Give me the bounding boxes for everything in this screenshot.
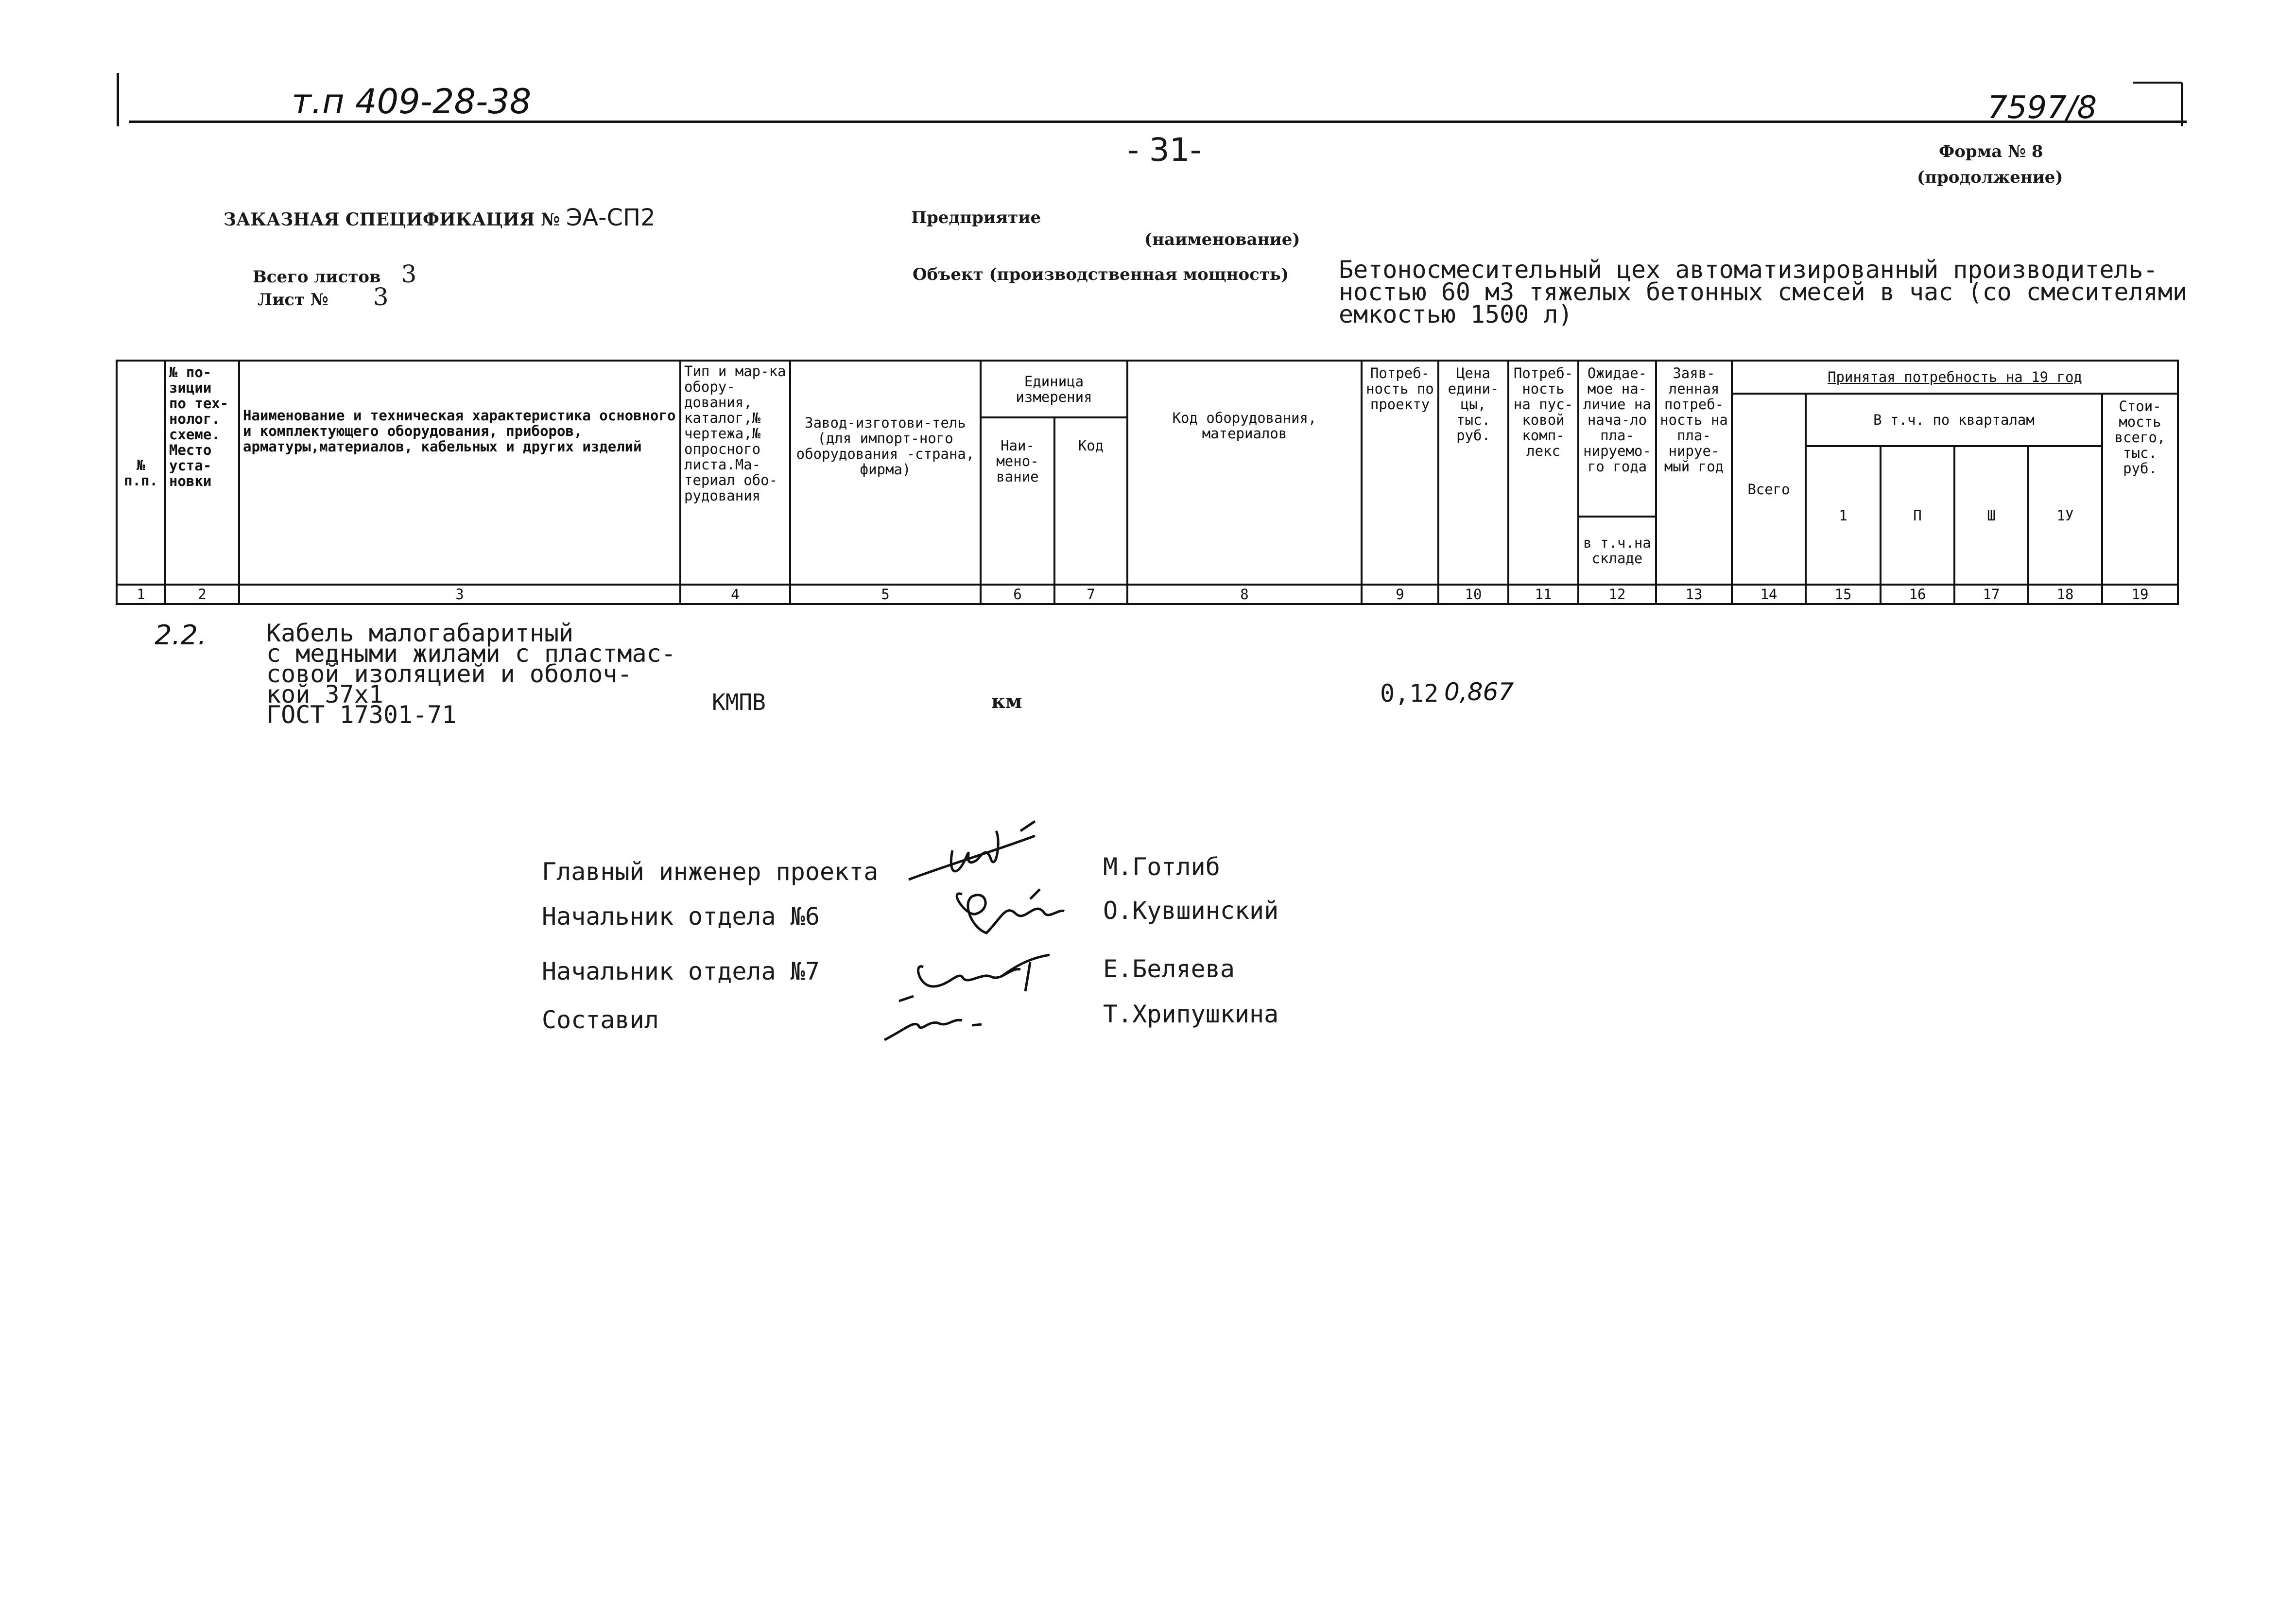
col-header-11: Потреб-ность на пус-ковой комп-лекс (1507, 360, 1579, 586)
col-header-12-sub: в т.ч.на складе (1577, 516, 1657, 586)
sheet-label: Лист № (258, 290, 328, 310)
right-corner-mark (2181, 83, 2183, 126)
unit-group-header: Единица измерения (980, 360, 1128, 418)
form-label: Форма № 8 (1939, 142, 2043, 161)
right-corner-mark-top (2133, 82, 2182, 84)
object-value-line2: ностью 60 м3 тяжелых бетонных смесей в час (со смесителями (1339, 278, 2187, 306)
row-name (266, 619, 676, 729)
col-header-8: Код оборудования, материалов (1126, 360, 1363, 586)
col-header-18: 1У (2027, 445, 2103, 586)
signature-role-2: Начальник отдела №6 (542, 902, 820, 931)
object-label: Объект (производственная мощность) (913, 265, 1289, 284)
col-header-9: Потреб-ность по проекту (1361, 360, 1439, 586)
colnum-17: 17 (1953, 584, 2029, 605)
signature-name-2: О.Кувшинский (1103, 897, 1279, 925)
row-type: КМПВ (712, 689, 766, 715)
colnum-2: 2 (164, 584, 240, 605)
colnum-16: 16 (1880, 584, 1955, 605)
col-header-19: Стои-мость всего, тыс. руб. (2101, 393, 2179, 586)
object-value-line1: Бетоносмесительный цех автоматизированный производитель- (1339, 256, 2158, 284)
row-unit: км (991, 690, 1022, 713)
signature-role-3: Начальник отдела №7 (542, 957, 820, 985)
object-value-line3: емкостью 1500 л) (1339, 300, 1573, 328)
sheet-value: 3 (373, 283, 389, 311)
page-number: - 31- (1127, 131, 1202, 169)
row-name-line1: Кабель малогабаритный (266, 619, 574, 647)
left-margin-mark (117, 73, 119, 126)
signature-scribble-3 (899, 955, 1050, 1001)
signature-scribble-2 (957, 889, 1064, 933)
sheets-total-label: Всего листов (253, 267, 381, 287)
col-header-5: Завод-изготови-тель (для импорт-ного оборудования -страна, фирма) (789, 360, 982, 586)
signature-scribble-1 (909, 821, 1035, 880)
colnum-1: 1 (116, 584, 166, 605)
col-header-4: Тип и мар-ка обору-дования, каталог,№ чертежа,№ опросного листа.Ма-териал обо-рудования (679, 360, 791, 586)
signature-name-1: М.Готлиб (1103, 853, 1220, 881)
col-header-17: Ш (1953, 445, 2029, 586)
col-header-14: Всего (1731, 393, 1807, 586)
colnum-11: 11 (1507, 584, 1579, 605)
accepted-group-header: Принятая потребность на 19 год (1731, 360, 2179, 395)
col-header-10: Цена едини-цы, тыс. руб. (1437, 360, 1509, 586)
row-demand: 0,12 (1380, 679, 1439, 708)
colnum-3: 3 (238, 584, 681, 605)
colnum-12: 12 (1577, 584, 1657, 605)
colnum-13: 13 (1655, 584, 1733, 605)
handwritten-signatures (875, 802, 1108, 1054)
spec-title-label: ЗАКАЗНАЯ СПЕЦИФИКАЦИЯ № (224, 209, 560, 230)
colnum-4: 4 (679, 584, 791, 605)
signature-name-3: Е.Беляева (1103, 955, 1235, 983)
row-name-line3: совой изоляцией и оболоч- (266, 660, 632, 688)
col-header-15: 1 (1805, 445, 1882, 586)
colnum-8: 8 (1126, 584, 1363, 605)
row-name-line2: с медными жилами с пластмас- (266, 639, 676, 668)
col-header-6: Наи-мено-вание (980, 416, 1055, 586)
col-header-3: Наименование и техническая характеристика основного и комплектующего оборудования, приборов, арматуры,материалов, кабельных и других изделий (238, 360, 681, 586)
sheet-number (258, 283, 389, 311)
colnum-19: 19 (2101, 584, 2179, 605)
quarters-header: В т.ч. по кварталам (1805, 393, 2103, 447)
signature-name-4: Т.Хрипушкина (1103, 1000, 1279, 1028)
colnum-15: 15 (1805, 584, 1882, 605)
colnum-18: 18 (2027, 584, 2103, 605)
col-header-1: № п.п. (116, 360, 166, 586)
col-header-12: Ожидае-мое на-личие на нача-ло пла-нируемо-го года (1577, 360, 1657, 518)
object-value (1339, 256, 2187, 328)
signature-role-4: Составил (542, 1006, 659, 1034)
col-header-2: № по-зиции по тех-нолог. схеме. Место уста-новки (164, 360, 240, 586)
tp-number: т.п 409-28-38 (292, 82, 532, 121)
spec-title (224, 204, 656, 231)
spec-table (116, 360, 2179, 605)
sheets-total-value: 3 (401, 260, 417, 288)
spec-number: ЭА-СП2 (566, 204, 656, 231)
row-name-line4: кой 37х1 (266, 680, 383, 708)
col-header-16: П (1880, 445, 1955, 586)
signature-scribble-4 (884, 1020, 982, 1040)
colnum-7: 7 (1053, 584, 1128, 605)
enterprise-name-hint: (наименование) (1144, 230, 1300, 249)
colnum-14: 14 (1731, 584, 1807, 605)
colnum-9: 9 (1361, 584, 1439, 605)
form-continuation: (продолжение) (1917, 168, 2063, 187)
row-price: 0,867 (1444, 678, 1514, 706)
col-header-13: Заяв-ленная потреб-ность на пла-нируе-мый год (1655, 360, 1733, 586)
colnum-6: 6 (980, 584, 1055, 605)
signature-role-1: Главный инженер проекта (542, 858, 879, 886)
colnum-10: 10 (1437, 584, 1509, 605)
enterprise-label: Предприятие (911, 208, 1041, 227)
row-position: 2.2. (155, 620, 207, 651)
colnum-5: 5 (789, 584, 982, 605)
col-header-7: Код (1053, 416, 1128, 586)
inventory-number: 7597/8 (1987, 90, 2097, 126)
row-name-line5: ГОСТ 17301-71 (266, 701, 457, 729)
